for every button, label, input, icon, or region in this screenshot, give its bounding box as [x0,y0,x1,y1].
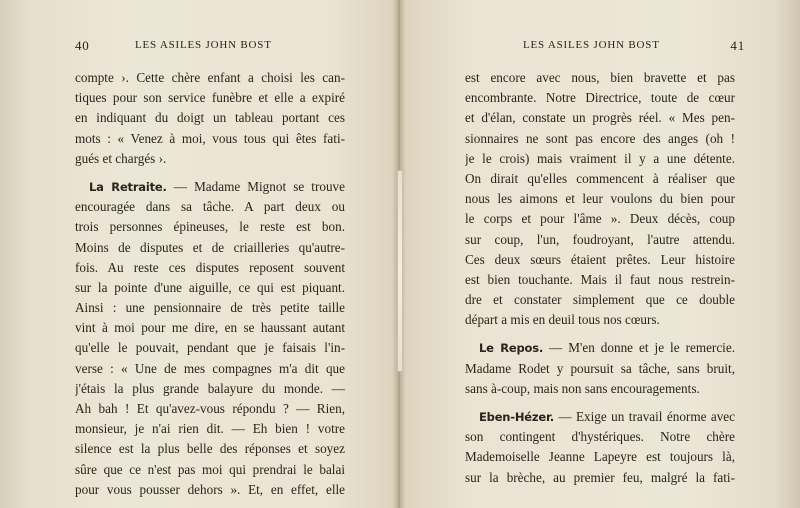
line-text: le corps et pour l'âme ». Deux décès, coup [465,211,735,227]
line-text: silence est la plus belle des réponses et soyez [75,441,345,457]
line-text: gués et chargés ›. [75,150,167,166]
line-text: départ a mis en deuil tous nos cœurs. [465,312,660,328]
line-text: mots : « Venez à moi, vous tous qui êtes fati- [75,130,345,146]
line-text: Ah bah ! Et qu'avez-vous répondu ? — Rien, [75,401,345,416]
section-rubric: Eben-Hézer. [479,410,554,424]
text-line [75,460,345,480]
text-line [75,359,345,379]
text-line [75,318,345,338]
line-text: sûre que ce n'est pas moi qui prendrai le balai [75,461,345,477]
left-page-body [75,68,345,500]
text-line [465,108,735,128]
text-line [75,68,345,88]
text-line [465,468,735,488]
line-text: Moins de disputes et de criailleries qu'autre- [75,239,345,255]
right-page-header [465,38,745,58]
line-text: sionnaires ne sont pas encore des anges (oh ! [465,130,735,146]
text-line [465,359,735,379]
line-text: trois personnes épineuses, le reste est bon. [75,219,345,235]
right-page-body [465,68,735,488]
line-text: est encore avec nous, bien bravette et pas [465,70,735,85]
text-line [465,250,735,270]
text-line [465,407,735,427]
text-line [465,427,735,447]
line-text: Mademoiselle Jeanne Lapeyre est toujours là, [465,449,735,465]
section-rubric: La Retraite. [89,179,167,194]
line-text: encombrante. Notre Directrice, toute de cœur [465,90,735,106]
line-text: tiques pour son service funèbre et elle a expiré [75,90,345,106]
line-text: Ainsi : une pensionnaire de très petite taille [75,300,345,316]
text-line [465,169,735,189]
line-text: je le crois) mais vraiment il y a une détente. [465,150,735,166]
line-text: encouragée dans sa tâche. A part deux ou [75,199,345,215]
line-text: — Madame Mignot se trouve [166,178,345,194]
text-line [75,149,345,169]
running-head: LES ASILES JOHN BOST [523,39,660,51]
line-text: sur coup, l'un, foudroyant, l'autre attendu. [465,231,735,247]
line-text: vint à moi pour me dire, en se haussant autant [75,320,345,336]
line-text: sans à-coup, mais non sans encouragements. [465,380,700,396]
text-line [75,129,345,149]
text-line [465,379,735,399]
line-text: est bien touchante. Mais il faut nous restrein- [465,271,735,287]
page-number: 40 [75,38,90,53]
text-line [465,209,735,229]
text-line [75,108,345,128]
line-text: dre et constater simplement que ce double [465,292,735,308]
page-number: 41 [730,38,745,53]
text-line [465,189,735,209]
line-text: sur la brèche, au premier feu, malgré la fati- [465,469,735,485]
text-line [75,278,345,298]
text-line [75,88,345,108]
text-line [75,480,345,500]
text-line [465,149,735,169]
right-page [465,38,745,485]
text-line [75,379,345,399]
text-line [75,238,345,258]
line-text: et d'élan, constate un progrès réel. « Mes pen- [465,110,735,126]
text-line [75,419,345,439]
text-line [75,177,345,197]
line-text: On dirait qu'elles commencent à réaliser que [465,170,735,186]
line-text: verse : « Une de mes compagnes m'a dit que [75,360,345,376]
text-line [75,439,345,459]
text-line [465,230,735,250]
line-text: Ces deux sœurs étaient prêtes. Leur histoire [465,251,735,267]
line-text: nous les aimons et leur voulons du bien pour [465,191,735,207]
line-text: j'étais la plus grande balayure du monde. — [75,380,345,396]
line-text: en indiquant du doigt un tableau portant ces [75,110,345,126]
text-line [465,290,735,310]
text-line [465,129,735,149]
line-text: monsieur, je n'ai rien dit. — Eh bien ! votre [75,421,345,437]
paragraph-gap [465,330,735,338]
text-line [465,270,735,290]
paragraph-gap [75,169,345,177]
line-text: qu'elle le pouvait, pendant que je faisais l'in- [75,340,345,356]
text-line [75,298,345,318]
text-line [75,399,345,419]
line-text: son contingent d'hystériques. Notre chère [465,429,735,445]
paragraph-gap [465,399,735,407]
text-line [75,258,345,278]
line-text: compte ›. Cette chère enfant a choisi les can- [75,70,345,85]
line-text: sur la pointe d'une aiguille, ce qui est piquant. [75,279,345,295]
line-text: — M'en donne et je le remercie. [543,340,735,356]
text-line [75,217,345,237]
left-page-header [75,38,345,58]
text-line [465,338,735,358]
running-head: LES ASILES JOHN BOST [135,39,272,51]
section-rubric: Le Repos. [479,341,544,356]
line-text: — Exige un travail énorme avec [553,409,735,424]
text-line [465,68,735,88]
left-page [75,38,345,497]
line-text: pour vous pousser dehors ». Et, en effet, elle [75,481,345,497]
line-text: fois. Au reste ces disputes reposent souvent [75,259,345,275]
text-line [465,447,735,467]
text-line [465,88,735,108]
binding-thread [397,170,403,372]
text-line [75,338,345,358]
text-line [75,197,345,217]
text-line [465,310,735,330]
line-text: Madame Rodet y poursuit sa tâche, sans bruit, [465,360,735,376]
